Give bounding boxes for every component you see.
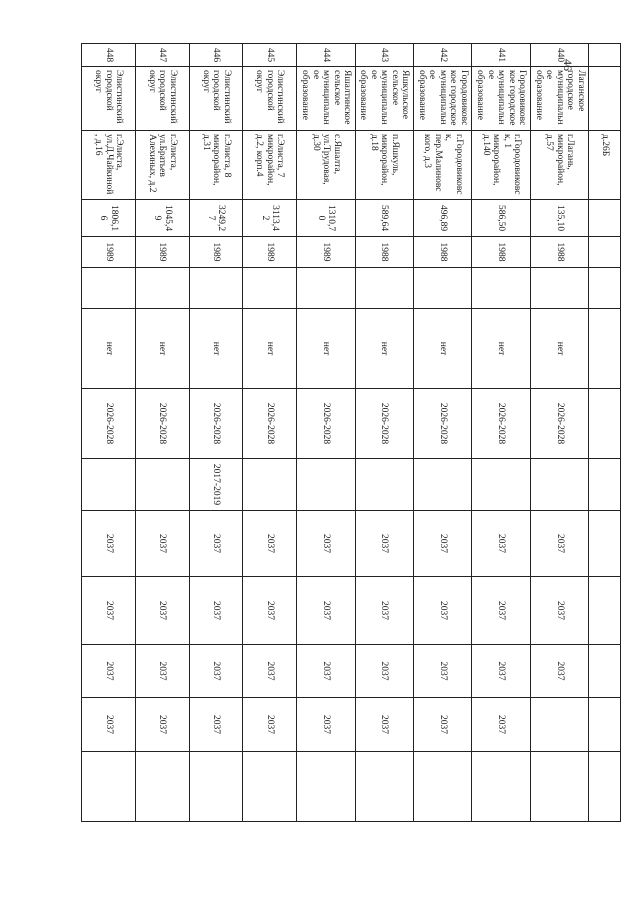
cell-num: 447 bbox=[135, 44, 189, 67]
housing-repair-schedule-table bbox=[81, 43, 621, 822]
cell-col12: 2037 bbox=[189, 645, 243, 698]
cell-col11: 2037 bbox=[472, 577, 530, 645]
cell-address: г.Лагань, микрорайон, д.57 bbox=[530, 131, 588, 200]
cell-area: 496,89 bbox=[413, 200, 471, 237]
cell-num: 440 bbox=[530, 44, 588, 67]
cell-col8: 2026-2028 bbox=[297, 389, 355, 459]
cell-num: 441 bbox=[472, 44, 530, 67]
table-row bbox=[82, 44, 136, 822]
cell-col7: нет bbox=[189, 309, 243, 389]
cell-col13: 2037 bbox=[82, 698, 136, 752]
cell-col13: 2037 bbox=[135, 698, 189, 752]
cell-col12: 2037 bbox=[243, 645, 297, 698]
cell-col7: нет bbox=[82, 309, 136, 389]
cell-col8: 2026-2028 bbox=[82, 389, 136, 459]
cell-col14 bbox=[297, 752, 355, 822]
cell-col8: 2026-2028 bbox=[413, 389, 471, 459]
cell-col11: 2037 bbox=[82, 577, 136, 645]
cell-col8: 2026-2028 bbox=[135, 389, 189, 459]
cell-entity: Элистинский городской округ bbox=[189, 67, 243, 131]
cell-col10: 2037 bbox=[297, 511, 355, 577]
cell-num: 445 bbox=[243, 44, 297, 67]
cell-area: 1045,49 bbox=[135, 200, 189, 237]
cell-col12: 2037 bbox=[413, 645, 471, 698]
cell-entity bbox=[589, 67, 621, 131]
cell-col8: 2026-2028 bbox=[243, 389, 297, 459]
cell-col14 bbox=[355, 752, 413, 822]
cell-col10: 2037 bbox=[243, 511, 297, 577]
cell-col6 bbox=[355, 268, 413, 309]
cell-col8: 2026-2028 bbox=[472, 389, 530, 459]
cell-area: 3113,42 bbox=[243, 200, 297, 237]
cell-col6 bbox=[589, 268, 621, 309]
cell-year: 1989 bbox=[82, 237, 136, 268]
cell-col12 bbox=[589, 645, 621, 698]
cell-col9 bbox=[135, 459, 189, 511]
rotated-table-container bbox=[81, 43, 621, 821]
cell-col10: 2037 bbox=[472, 511, 530, 577]
cell-col8: 2026-2028 bbox=[355, 389, 413, 459]
cell-col14 bbox=[530, 752, 588, 822]
cell-col13: 2037 bbox=[413, 698, 471, 752]
page-number: 46 bbox=[561, 59, 575, 71]
cell-address: с.Яшалта, ул.Трудовая, д.30 bbox=[297, 131, 355, 200]
cell-address: г.Элиста, ул.Д.Чайкиной, д.16 bbox=[82, 131, 136, 200]
cell-year: 1989 bbox=[135, 237, 189, 268]
cell-col11: 2037 bbox=[135, 577, 189, 645]
cell-address: г.Элиста, ул.Братьев Алехиных, д.2 bbox=[135, 131, 189, 200]
cell-col13: 2037 bbox=[243, 698, 297, 752]
cell-col6 bbox=[413, 268, 471, 309]
cell-col9 bbox=[243, 459, 297, 511]
cell-col14 bbox=[413, 752, 471, 822]
cell-col11 bbox=[589, 577, 621, 645]
cell-area: 3249,27 bbox=[189, 200, 243, 237]
cell-col9 bbox=[589, 459, 621, 511]
cell-area: 586,50 bbox=[472, 200, 530, 237]
cell-col7: нет bbox=[472, 309, 530, 389]
cell-col11: 2037 bbox=[530, 577, 588, 645]
cell-col7: нет bbox=[243, 309, 297, 389]
cell-col10: 2037 bbox=[530, 511, 588, 577]
cell-year bbox=[589, 237, 621, 268]
cell-col12: 2037 bbox=[472, 645, 530, 698]
cell-col7: нет bbox=[413, 309, 471, 389]
cell-col8: 2026-2028 bbox=[530, 389, 588, 459]
cell-year: 1989 bbox=[297, 237, 355, 268]
cell-col9 bbox=[82, 459, 136, 511]
cell-col14 bbox=[243, 752, 297, 822]
cell-address: п.Яшкуль, микрорайон, д.18 bbox=[355, 131, 413, 200]
table-row-top bbox=[589, 44, 621, 822]
cell-year: 1988 bbox=[530, 237, 588, 268]
cell-col8: 2026-2028 bbox=[189, 389, 243, 459]
cell-col12: 2037 bbox=[135, 645, 189, 698]
cell-col7: нет bbox=[530, 309, 588, 389]
cell-col14 bbox=[589, 752, 621, 822]
cell-col13: 2037 bbox=[297, 698, 355, 752]
table-row bbox=[413, 44, 471, 822]
cell-col8 bbox=[589, 389, 621, 459]
cell-num: 448 bbox=[82, 44, 136, 67]
cell-year: 1989 bbox=[189, 237, 243, 268]
cell-area: 1806,16 bbox=[82, 200, 136, 237]
cell-col7: нет bbox=[135, 309, 189, 389]
cell-address: д.26Б bbox=[589, 131, 621, 200]
cell-num: 444 bbox=[297, 44, 355, 67]
cell-col9 bbox=[530, 459, 588, 511]
cell-col10: 2037 bbox=[189, 511, 243, 577]
cell-entity: Яшалтинское сельское муниципальное образование bbox=[297, 67, 355, 131]
cell-col13: 2037 bbox=[472, 698, 530, 752]
cell-col13 bbox=[589, 698, 621, 752]
cell-address: г.Городовиковск, 1 микрорайон, д.140 bbox=[472, 131, 530, 200]
cell-num: 442 bbox=[413, 44, 471, 67]
cell-col9: 2017-2019 bbox=[189, 459, 243, 511]
cell-col11: 2037 bbox=[355, 577, 413, 645]
table-row bbox=[472, 44, 530, 822]
cell-col14 bbox=[135, 752, 189, 822]
cell-col14 bbox=[189, 752, 243, 822]
cell-col9 bbox=[297, 459, 355, 511]
cell-entity: Элистинский городской округ bbox=[243, 67, 297, 131]
cell-col14 bbox=[472, 752, 530, 822]
table-body bbox=[82, 44, 621, 822]
cell-address: г.Городовиковск, пер.Малиновского, д.3 bbox=[413, 131, 471, 200]
cell-entity: Городовиковское городское муниципальное образование bbox=[472, 67, 530, 131]
cell-entity: Элистинский городской округ bbox=[135, 67, 189, 131]
cell-col13 bbox=[530, 698, 588, 752]
cell-col6 bbox=[243, 268, 297, 309]
cell-col11: 2037 bbox=[297, 577, 355, 645]
cell-year: 1988 bbox=[472, 237, 530, 268]
cell-year: 1989 bbox=[243, 237, 297, 268]
cell-col10: 2037 bbox=[82, 511, 136, 577]
cell-year: 1988 bbox=[355, 237, 413, 268]
cell-col10: 2037 bbox=[135, 511, 189, 577]
cell-entity: Элистинский городской округ bbox=[82, 67, 136, 131]
cell-col10: 2037 bbox=[355, 511, 413, 577]
cell-area: 1310,70 bbox=[297, 200, 355, 237]
cell-col14 bbox=[82, 752, 136, 822]
cell-col6 bbox=[472, 268, 530, 309]
cell-col10: 2037 bbox=[413, 511, 471, 577]
table-row bbox=[243, 44, 297, 822]
table-row bbox=[189, 44, 243, 822]
cell-col12: 2037 bbox=[530, 645, 588, 698]
cell-col6 bbox=[189, 268, 243, 309]
cell-address: г.Элиста, 8 микрорайон, д.31 bbox=[189, 131, 243, 200]
cell-year: 1988 bbox=[413, 237, 471, 268]
cell-col10 bbox=[589, 511, 621, 577]
cell-num: 446 bbox=[189, 44, 243, 67]
cell-col6 bbox=[530, 268, 588, 309]
cell-col12: 2037 bbox=[82, 645, 136, 698]
cell-entity: Лаганское городское муниципальное образование bbox=[530, 67, 588, 131]
cell-entity: Яшкульское сельское муниципальное образование bbox=[355, 67, 413, 131]
cell-col13: 2037 bbox=[189, 698, 243, 752]
cell-area: 135,10 bbox=[530, 200, 588, 237]
cell-col7 bbox=[589, 309, 621, 389]
cell-col9 bbox=[355, 459, 413, 511]
cell-col6 bbox=[82, 268, 136, 309]
cell-col12: 2037 bbox=[355, 645, 413, 698]
table-row bbox=[135, 44, 189, 822]
cell-num: 443 bbox=[355, 44, 413, 67]
cell-col11: 2037 bbox=[243, 577, 297, 645]
cell-area: 589,64 bbox=[355, 200, 413, 237]
cell-num bbox=[589, 44, 621, 67]
cell-col11: 2037 bbox=[189, 577, 243, 645]
cell-col12: 2037 bbox=[297, 645, 355, 698]
cell-address: г.Элиста, 7 микрорайон, д.2, корп.4 bbox=[243, 131, 297, 200]
cell-col9 bbox=[472, 459, 530, 511]
table-row bbox=[530, 44, 588, 822]
table-row bbox=[355, 44, 413, 822]
cell-col11: 2037 bbox=[413, 577, 471, 645]
cell-col6 bbox=[297, 268, 355, 309]
cell-col7: нет bbox=[355, 309, 413, 389]
cell-col9 bbox=[413, 459, 471, 511]
cell-col7: нет bbox=[297, 309, 355, 389]
table-row bbox=[297, 44, 355, 822]
cell-col13: 2037 bbox=[355, 698, 413, 752]
cell-col6 bbox=[135, 268, 189, 309]
cell-entity: Городовиковское городское муниципальное образование bbox=[413, 67, 471, 131]
cell-area bbox=[589, 200, 621, 237]
